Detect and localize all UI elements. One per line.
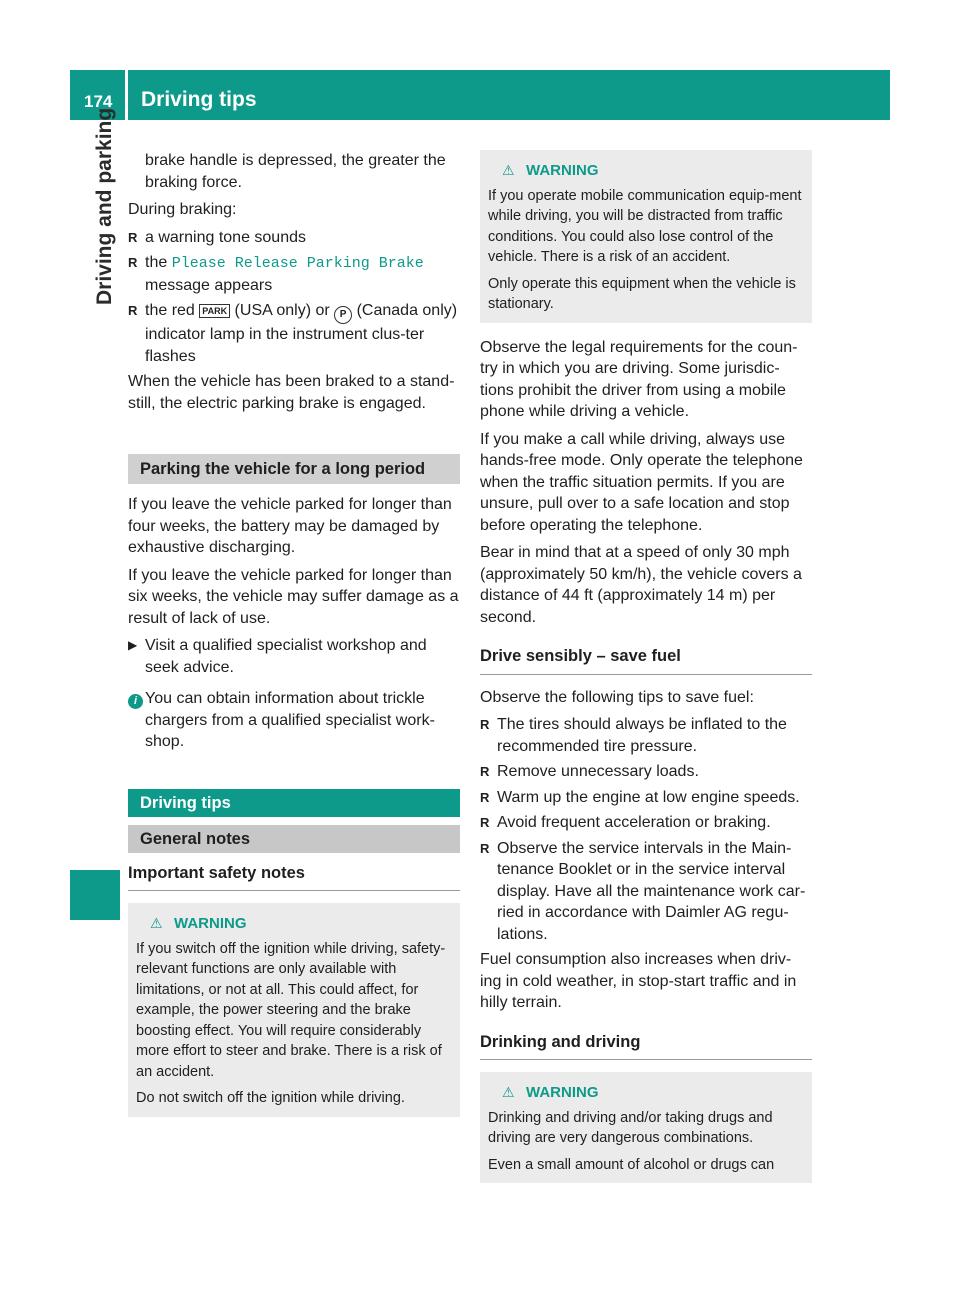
list-item-text: Avoid frequent acceleration or braking.: [497, 814, 771, 831]
list-item: [480, 812, 812, 834]
warning-text: Only operate this equipment when the vehicle is stationary.: [488, 275, 796, 312]
list-item-text: message appears: [145, 276, 273, 294]
sub-heading: General notes: [128, 825, 460, 853]
warning-triangle-icon: ⚠: [502, 162, 515, 178]
paragraph: brake handle is depressed, the greater the braking force.: [145, 152, 446, 191]
paragraph: When the vehicle has been braked to a stand-still, the electric parking brake is engaged.: [128, 373, 455, 412]
subsection-heading: Drinking and driving: [480, 1032, 812, 1061]
subsection-heading: Important safety notes: [128, 863, 460, 892]
paragraph: If you leave the vehicle parked for longer than six weeks, the vehicle may suffer damage as a result of lack of use.: [128, 566, 459, 627]
info-text: You can obtain information about trickle chargers from a qualified specialist work-shop.: [145, 690, 435, 750]
paragraph: Observe the following tips to save fuel:: [480, 688, 754, 706]
step-arrow-icon: ▶: [128, 638, 138, 652]
list-item-text: a warning tone sounds: [145, 228, 306, 246]
list-item-text: Observe the service intervals in the Main-tenance Booklet or in the service interval display. Have all the maintenance work car-ried in accordance with Daimler AG regu-lations.: [497, 839, 806, 943]
info-icon: i: [128, 689, 143, 711]
paragraph: If you make a call while driving, always use hands-free mode. Only operate the telephone when the traffic situation permits. If you are unsure, pull over to a safe location and stop before operating the telephone.: [480, 430, 803, 534]
list-item-text: (Canada only) indicator lamp in the instrument clus-ter flashes: [145, 302, 458, 365]
list-item-text: the: [145, 254, 172, 271]
warning-title: ⚠ WARNING: [136, 913, 452, 935]
list-item-text: the red: [145, 302, 200, 319]
list-item-text: Remove unnecessary loads.: [497, 763, 699, 780]
warning-box: [480, 1072, 812, 1183]
paragraph: Observe the legal requirements for the coun-try in which you are driving. Some jurisdic-tions prohibit the driver from using a mobile phone while driving a vehicle.: [480, 338, 798, 420]
list-item: [480, 838, 812, 946]
step-text: Visit a qualified specialist workshop and seek advice.: [145, 637, 427, 676]
main-heading: Driving tips: [128, 789, 460, 817]
warning-text: If you switch off the ignition while driving, safety-relevant functions are only available with limitations, or not at all. This could affect, for example, the power steering and the brake boosting effect. You will require considerably more effort to steer and brake. There is a risk of an accident.: [136, 940, 446, 1080]
bullet-marker: R: [128, 303, 138, 318]
bullet-marker: R: [480, 815, 490, 830]
list-item-text: (USA only) or: [230, 302, 335, 319]
list-item: [128, 300, 460, 367]
paragraph: Fuel consumption also increases when driv-ing in cold weather, in stop-start traffic and in hilly terrain.: [480, 951, 797, 1011]
bullet-marker: R: [480, 789, 490, 805]
warning-box: [480, 150, 812, 323]
instruction-step: [128, 635, 460, 678]
display-message: Please Release Parking Brake: [171, 255, 424, 272]
list-item: [480, 714, 812, 757]
chapter-tab-marker: [70, 870, 120, 920]
bullet-marker: R: [128, 229, 138, 245]
page-title: Driving tips: [141, 88, 257, 111]
warning-box: [128, 903, 460, 1117]
bullet-marker: R: [480, 764, 490, 779]
warning-text: Drinking and driving and/or taking drugs and driving are very dangerous combinations.: [488, 1109, 773, 1146]
bullet-marker: R: [480, 840, 490, 856]
warning-text: Even a small amount of alcohol or drugs can: [488, 1156, 775, 1173]
warning-title: ⚠ WARNING: [488, 160, 804, 182]
warning-triangle-icon: ⚠: [502, 1084, 515, 1100]
subsection-heading: Drive sensibly – save fuel: [480, 646, 812, 675]
warning-text: Do not switch off the ignition while driving.: [136, 1090, 405, 1106]
warning-triangle-icon: ⚠: [150, 915, 163, 931]
left-column: [128, 150, 460, 1117]
bullet-marker: R: [480, 717, 490, 732]
info-note: [128, 688, 460, 753]
paragraph: If you leave the vehicle parked for longer than four weeks, the battery may be damaged by exhaustive discharging.: [128, 496, 452, 556]
paragraph: During braking:: [128, 201, 237, 218]
page-number: 174: [84, 92, 113, 111]
list-item: [128, 252, 460, 296]
header-divider: [125, 70, 128, 120]
bullet-marker: R: [128, 255, 138, 270]
list-item-text: Warm up the engine at low engine speeds.: [497, 788, 800, 806]
section-heading: Parking the vehicle for a long period: [128, 454, 460, 484]
chapter-tab-label: Driving and parking: [93, 107, 116, 305]
right-column: [480, 150, 812, 1183]
parking-brake-indicator-icon: P: [334, 306, 352, 324]
warning-text: If you operate mobile communication equip-ment while driving, you will be distracted from traffic conditions. You could also lose control of the vehicle. There is a risk of an accident.: [488, 187, 802, 265]
list-item-text: The tires should always be inflated to the recommended tire pressure.: [497, 716, 787, 755]
list-item: [480, 787, 812, 809]
list-item: [480, 761, 812, 783]
paragraph: Bear in mind that at a speed of only 30 mph (approximately 50 km/h), the vehicle covers a distance of 44 ft (approximately 14 m) per second.: [480, 544, 802, 626]
park-indicator-icon: PARK: [199, 304, 230, 318]
list-item: [128, 227, 460, 249]
warning-title: ⚠ WARNING: [488, 1082, 804, 1104]
